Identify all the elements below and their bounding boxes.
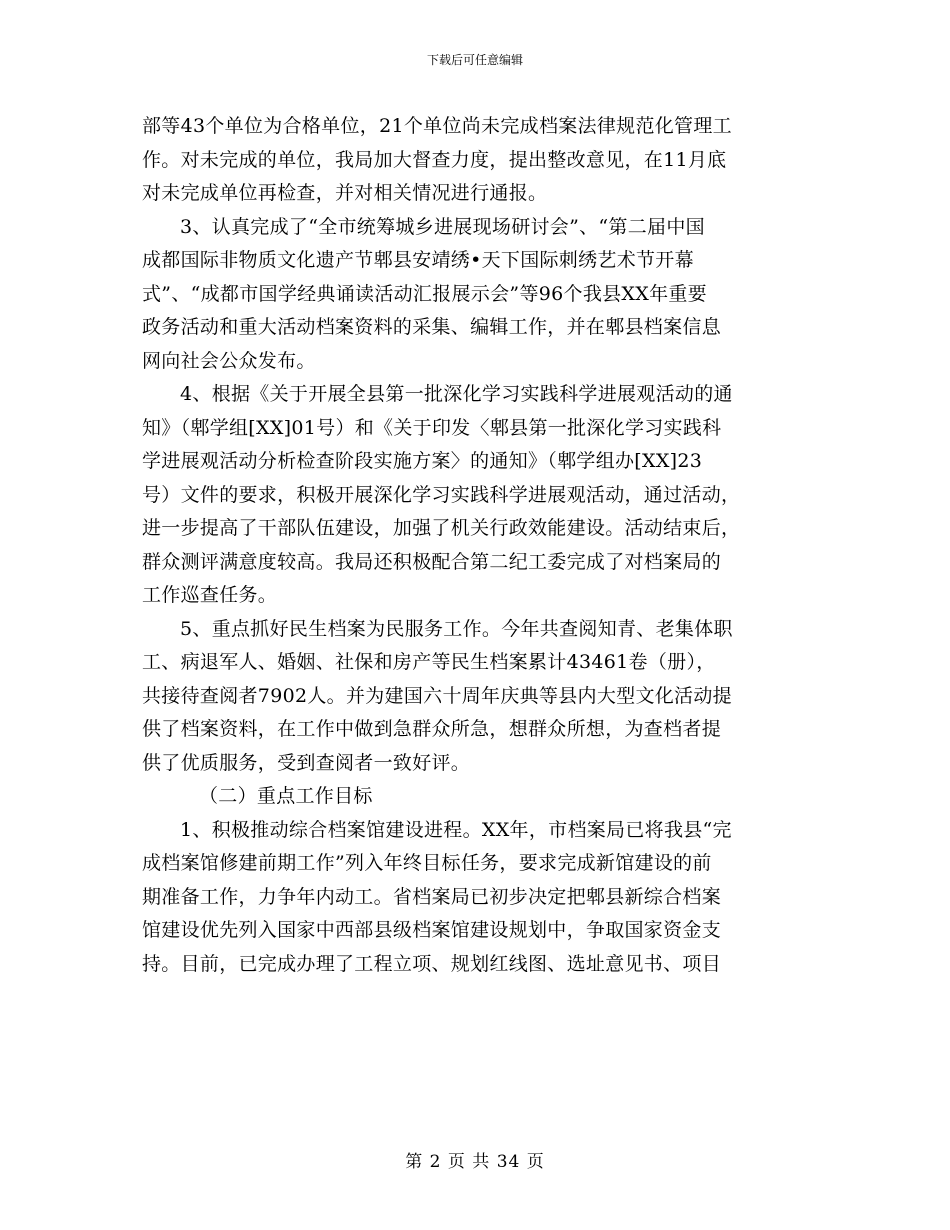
section-heading: （二）重点工作目标 (199, 785, 373, 807)
paragraph-continued: 部等43个单位为合格单位，21个单位尚未完成档案法律规范化管理工 作。对未完成的单位，我局加大督查力度，提出整改意见，在11月底 对未完成单位再检查，并对相关情况进行通报。 (142, 115, 732, 204)
paragraph-item-5: 5、重点抓好民生档案为民服务工作。今年共查阅知青、老集体职 工、病退军人、婚姻、社保和房产等民生档案累计43461卷（册）， 共接待查阅者7902人。并为建国六十周年庆典等县内大型文化活动提 供了档案资料，在工作中做到急群众所急，想群众所想，为查档者提 供了优质服务，受到查阅者一致好评。 (142, 617, 733, 774)
paragraph-item-3: 3、认真完成了“全市统筹城乡进展现场研讨会”、“第二届中国 成都国际非物质文化遗产节郫县安靖绣•天下国际刺绣艺术节开幕 式”、“成都市国学经典诵读活动汇报展示会”等96个我县XX年重要 政务活动和重大活动档案资料的采集、编辑工作，并在郫县档案信息 网向社会公众发布。 (142, 215, 722, 372)
page-footer: 第 2 页 共 34 页 (405, 1152, 545, 1172)
page-header: 下载后可任意编辑 (426, 53, 523, 67)
paragraph-goal-1: 1、积极推动综合档案馆建设进程。XX年，市档案局已将我县“完 成档案馆修建前期工作”列入年终目标任务，要求完成新馆建设的前 期准备工作，力争年内动工。省档案局已初步决定把郫县新综合档案 馆建设优先列入国家中西部县级档案馆建设规划中，争取国家资金支 持。目前，已完成办理了工程立项、规划红线图、选址意见书、项目 (142, 818, 732, 975)
document-body (142, 110, 814, 981)
paragraph-item-4: 4、根据《关于开展全县第一批深化学习实践科学进展观活动的通 知》（郫学组[XX]01号）和《关于印发〈郫县第一批深化学习实践科 学进展观活动分析检查阶段实施方案〉的通知》（郫学组办[XX]23 号）文件的要求，积极开展深化学习实践科学进展观活动，通过活动， 进一步提高了干部队伍建设，加强了机关行政效能建设。活动结束后， 群众测评满意度较高。我局还积极配合第二纪工委完成了对档案局的 工作巡查任务。 (142, 383, 741, 606)
